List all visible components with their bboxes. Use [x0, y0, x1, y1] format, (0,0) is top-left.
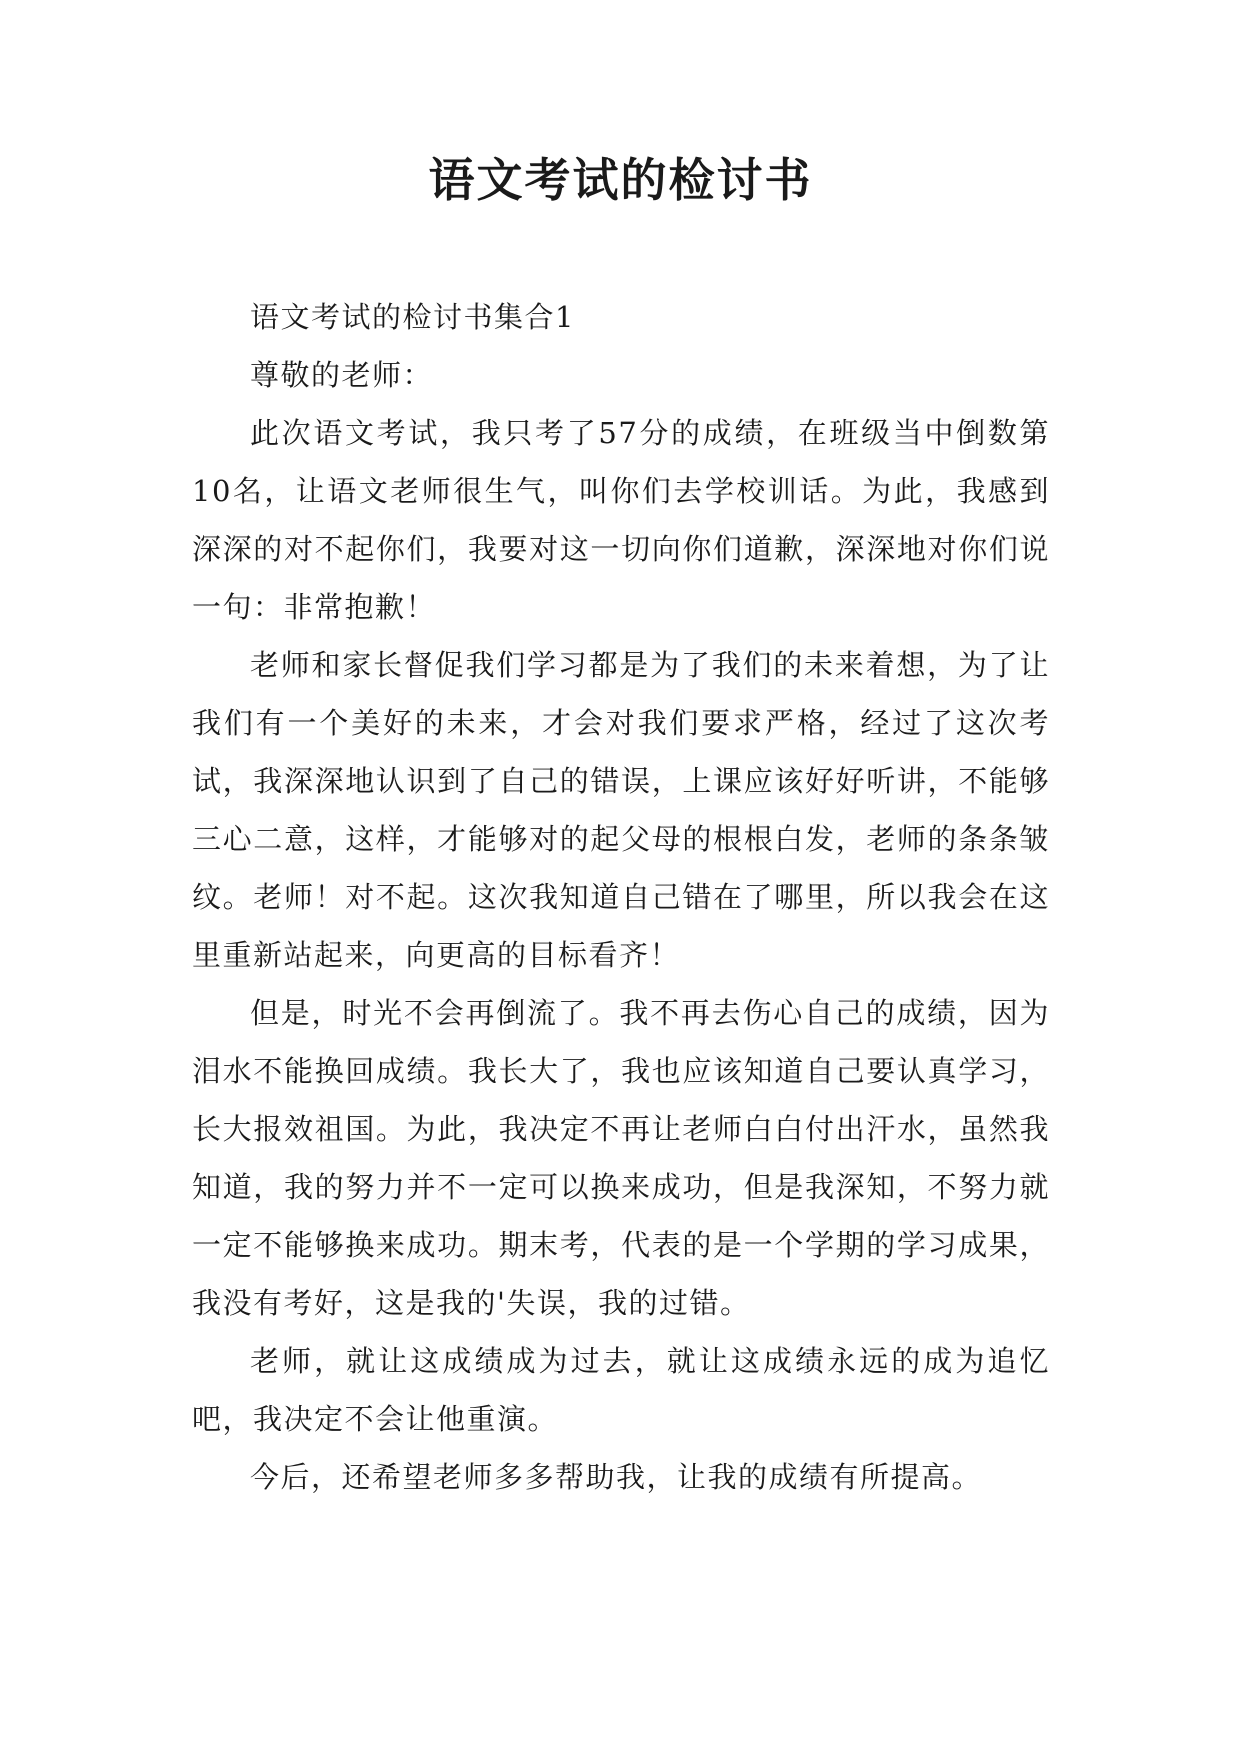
- salutation: 尊敬的老师：: [250, 358, 434, 392]
- body-paragraph: 老师，就让这成绩成为过去，就让这成绩永远的成为追忆吧，我决定不会让他重演。: [192, 1344, 1050, 1436]
- document-body: [192, 288, 1050, 1506]
- document-subtitle: 语文考试的检讨书集合1: [250, 300, 575, 334]
- body-paragraph: 今后，还希望老师多多帮助我，让我的成绩有所提高。: [250, 1460, 983, 1494]
- body-paragraph: 老师和家长督促我们学习都是为了我们的未来着想，为了让我们有一个美好的未来，才会对我们要求严格，经过了这次考试，我深深地认识到了自己的错误，上课应该好好听讲，不能够三心二意，这样，才能够对的起父母的根根白发，老师的条条皱纹。老师！对不起。这次我知道自己错在了哪里，所以我会在这里重新站起来，向更高的目标看齐！: [192, 648, 1050, 972]
- body-paragraph: 但是，时光不会再倒流了。我不再去伤心自己的成绩，因为泪水不能换回成绩。我长大了，我也应该知道自己要认真学习，长大报效祖国。为此，我决定不再让老师白白付出汗水，虽然我知道，我的努力并不一定可以换来成功，但是我深知，不努力就一定不能够换来成功。期末考，代表的是一个学期的学习成果，我没有考好，这是我的'失误，我的过错。: [192, 996, 1050, 1320]
- document-title: 语文考试的检讨书: [428, 153, 813, 207]
- body-paragraph: 此次语文考试，我只考了57分的成绩，在班级当中倒数第10名，让语文老师很生气，叫你们去学校训话。为此，我感到深深的对不起你们，我要对这一切向你们道歉，深深地对你们说一句：非常抱歉！: [192, 416, 1050, 624]
